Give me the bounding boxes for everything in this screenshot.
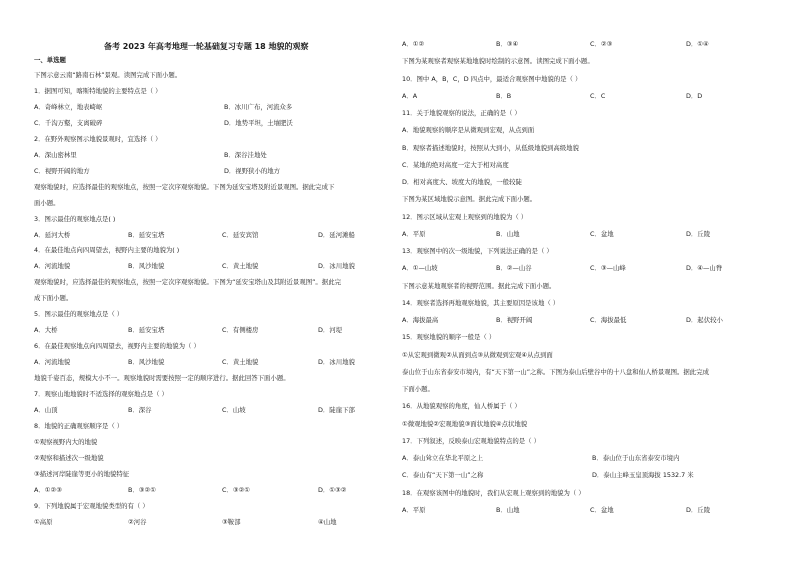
answer-option: B．视野开阔 — [496, 316, 533, 324]
right-column — [402, 0, 770, 562]
text-line: 14．观察者选择再地观察地貌，其主要原因是该地（ ） — [402, 298, 560, 307]
text-line: 1．据图可知，喀斯特地貌的主要特点是（ ） — [34, 86, 162, 95]
options-row — [34, 406, 402, 414]
text-line: A．地貌观察的顺序是从微观到宏观，从点到面 — [402, 126, 535, 135]
options-row — [402, 316, 770, 324]
answer-option: C．C — [590, 91, 606, 100]
answer-option: D．河堤 — [318, 326, 343, 335]
document-title: 备考 2023 年高考地理一轮基础复习专题 18 地貌的观察 — [104, 42, 309, 51]
text-line: 泰山位于山东省泰安市境内，有“天下第一山”之称。下图为泰山后壁谷中的十八盘和仙人桥景观图。据此完成 — [402, 367, 709, 376]
answer-option: C．盆地 — [590, 229, 614, 238]
answer-option: D．丘陵 — [686, 505, 711, 514]
text-line: 10．图中 A，B，C，D 四点中，最适合观察图中地貌的是（ ） — [402, 74, 582, 83]
answer-option: D．地势平坦，土壤肥沃 — [224, 118, 293, 127]
options-row — [402, 230, 770, 238]
options-row — [34, 326, 402, 334]
answer-option: B．风沙地貌 — [128, 358, 165, 367]
text-line: 4．在最佳地点向四周望去，视野内主要的地貌为( ) — [34, 246, 180, 255]
text-line: ③描述河岸陡崖等更小的地貌特征 — [34, 469, 130, 478]
answer-option: ④山地 — [318, 517, 337, 526]
options-row — [34, 486, 402, 494]
answer-option: A．平原 — [402, 505, 426, 514]
text-line: D．相对高度大、坡度大的地貌，一般较陡 — [402, 178, 522, 186]
answer-option: B．③④ — [496, 40, 519, 48]
answer-option: C．③②① — [222, 485, 251, 494]
text-line: 16．从地貌观察的角度，仙人桥属于（ ） — [402, 402, 521, 411]
answer-option: B．②—山谷 — [496, 264, 532, 273]
text-line: C．某地的绝对高度一定大于相对高度 — [402, 160, 509, 169]
answer-option: B．深谷洼地处 — [224, 150, 267, 159]
text-line: 18．在观察该图中的地貌时，我们从宏观上观察到的地貌为（ ） — [402, 488, 585, 497]
text-line: 2．在野外观察图示地貌景观时，宜选择（ ） — [34, 134, 162, 143]
answer-option: A．大桥 — [34, 326, 58, 335]
answer-option: A．①② — [402, 40, 425, 48]
answer-option: B．深谷 — [128, 405, 152, 414]
text-line: 9．下列地貌属于宏观地貌类型的有（ ） — [34, 501, 149, 510]
options-row — [402, 264, 770, 272]
text-line: 3．图示最佳的观察地点是( ) — [34, 214, 116, 223]
answer-option: A．泰山耸立在华北平原之上 — [402, 454, 484, 462]
text-line: 观察地貌时，应选择最佳的观察地点，按照一定次序观察地貌。下图为延安宝塔及附近景观图。据此完成下 — [34, 182, 335, 191]
text-line: 面小题。 — [34, 198, 60, 207]
options-row — [402, 471, 770, 479]
answer-option: B．冰川广布，河流众多 — [224, 102, 293, 111]
answer-option: B．泰山位于山东省泰安市境内 — [592, 454, 680, 462]
answer-option: B．山地 — [496, 505, 520, 514]
left-column — [34, 0, 402, 562]
answer-option: B．B — [496, 91, 512, 100]
answer-option: D．起伏较小 — [686, 316, 723, 324]
answer-option: D．丘陵 — [686, 229, 711, 238]
answer-option: A．①②③ — [34, 485, 62, 494]
options-row — [34, 119, 402, 127]
text-line: 8．地貌的正确观察顺序是（ ） — [34, 421, 124, 430]
options-row — [34, 518, 402, 526]
text-line: 观察地貌时，应选择最佳的观察地点，按照一定次序观察地貌。下图为“延安宝塔山及其附近景观图”。据此完 — [34, 278, 341, 287]
text-line: 13．观察图中的次一级地貌，下列说法正确的是（ ） — [402, 247, 553, 255]
answer-option: C．③—山峰 — [590, 264, 626, 273]
options-row — [402, 40, 770, 48]
text-line: 下图为某区域地貌示意图。据此完成下面小题。 — [402, 195, 537, 204]
answer-option: C．黄土地貌 — [222, 262, 259, 271]
options-row — [34, 167, 402, 175]
answer-option: C．泰山有“天下第一山”之称 — [402, 471, 484, 480]
answer-option: C．海拔最低 — [590, 316, 627, 324]
text-line: ①从宏观到微观②从面到点③从微观到宏观④从点到面 — [402, 350, 553, 359]
answer-option: C．有侧楼房 — [222, 326, 259, 335]
answer-option: ③鞍部 — [222, 517, 241, 526]
options-row — [34, 231, 402, 239]
text-line: 7．观察山地地貌时不适选择的观察地点是（ ） — [34, 390, 168, 398]
options-row — [34, 358, 402, 366]
answer-option: D．①④ — [686, 40, 709, 48]
text-line: 地貌千姿百态，规模大小不一。观察地貌时需要按照一定的顺序进行。据此回答下面小题。 — [34, 374, 290, 383]
answer-option: A．①—山坡 — [402, 264, 438, 273]
answer-option: A．A — [402, 91, 418, 100]
answer-option: D．延河滩船 — [318, 230, 355, 239]
answer-option: B．山地 — [496, 229, 520, 238]
text-line: 5．图示最佳的观察地点是（ ） — [34, 310, 124, 319]
answer-option: A．平原 — [402, 229, 426, 238]
answer-option: A．河流地貌 — [34, 262, 71, 271]
answer-option: C．②③ — [590, 40, 613, 48]
options-row — [34, 262, 402, 270]
answer-option: A．延河大桥 — [34, 230, 71, 239]
options-row — [34, 151, 402, 159]
answer-option: A．奇峰林立，地表崎岖 — [34, 102, 103, 111]
text-line: 17．下列叙述，反映泰山宏观地貌特点的是（ ） — [402, 436, 540, 445]
answer-option: D．视野狭小的地方 — [224, 166, 281, 175]
answer-option: C．黄土地貌 — [222, 358, 259, 367]
answer-option: ①高原 — [34, 517, 53, 526]
options-row — [34, 103, 402, 111]
answer-option: A．河流地貌 — [34, 358, 71, 367]
answer-option: D．④—山脊 — [686, 264, 723, 273]
answer-option: D．①③② — [318, 485, 347, 494]
options-row — [402, 92, 770, 100]
answer-option: A．海拔最高 — [402, 316, 439, 324]
text-line: ①观察视野内大的地貌 — [34, 437, 98, 446]
text-line: 下图为某观察者观察某地地貌时绘制的示意图。读图完成下面小题。 — [402, 57, 594, 66]
text-line: 11．关于地貌观察的说法，正确的是（ ） — [402, 109, 521, 117]
answer-option: C．千沟万壑，支离破碎 — [34, 118, 103, 127]
text-line: 下图示意某地观察者的视野范围。据此完成下面小题。 — [402, 281, 556, 290]
text-line: 6．在最佳观察地点向四周望去，视野内主要的地貌为（ ） — [34, 342, 200, 351]
answer-option: B．延安宝塔 — [128, 326, 165, 335]
answer-option: B．③②① — [128, 485, 156, 494]
options-row — [402, 506, 770, 514]
section-heading: 一、单选题 — [34, 56, 66, 64]
text-line: 12．图示区域从宏观上观察到的地貌为（ ） — [402, 212, 528, 221]
text-line: ①微观地貌②宏观地貌③面状地貌④点状地貌 — [402, 419, 528, 428]
text-line: ②观察和描述次一级地貌 — [34, 453, 104, 462]
answer-option: A．深山密林里 — [34, 150, 77, 159]
answer-option: B．延安宝塔 — [128, 230, 165, 239]
options-row — [402, 454, 770, 462]
answer-option: D．陡崖下部 — [318, 405, 355, 414]
answer-option: C．延安宾馆 — [222, 230, 259, 239]
answer-option: D．冰川地貌 — [318, 262, 355, 271]
text-line: 成下面小题。 — [34, 294, 73, 303]
answer-option: D．泰山主峰玉皇顶海拔 1532.7 米 — [592, 471, 694, 480]
answer-option: ②河谷 — [128, 517, 147, 526]
answer-option: D．D — [686, 91, 703, 100]
answer-option: C．盆地 — [590, 505, 614, 514]
answer-option: A．山顶 — [34, 405, 58, 414]
text-line: 下图示意云南“路南石林”景观。读图完成下面小题。 — [34, 71, 182, 79]
text-line: 15．观察地貌的顺序一般是（ ） — [402, 333, 496, 342]
answer-option: C．山坡 — [222, 405, 246, 414]
answer-option: C．视野开阔的地方 — [34, 166, 90, 175]
answer-option: B．风沙地貌 — [128, 262, 165, 271]
text-line: 下面小题。 — [402, 385, 434, 393]
text-line: B．观察者描述地貌时，按照从大到小，从低级地貌到高级地貌 — [402, 143, 579, 152]
answer-option: D．冰川地貌 — [318, 358, 355, 367]
